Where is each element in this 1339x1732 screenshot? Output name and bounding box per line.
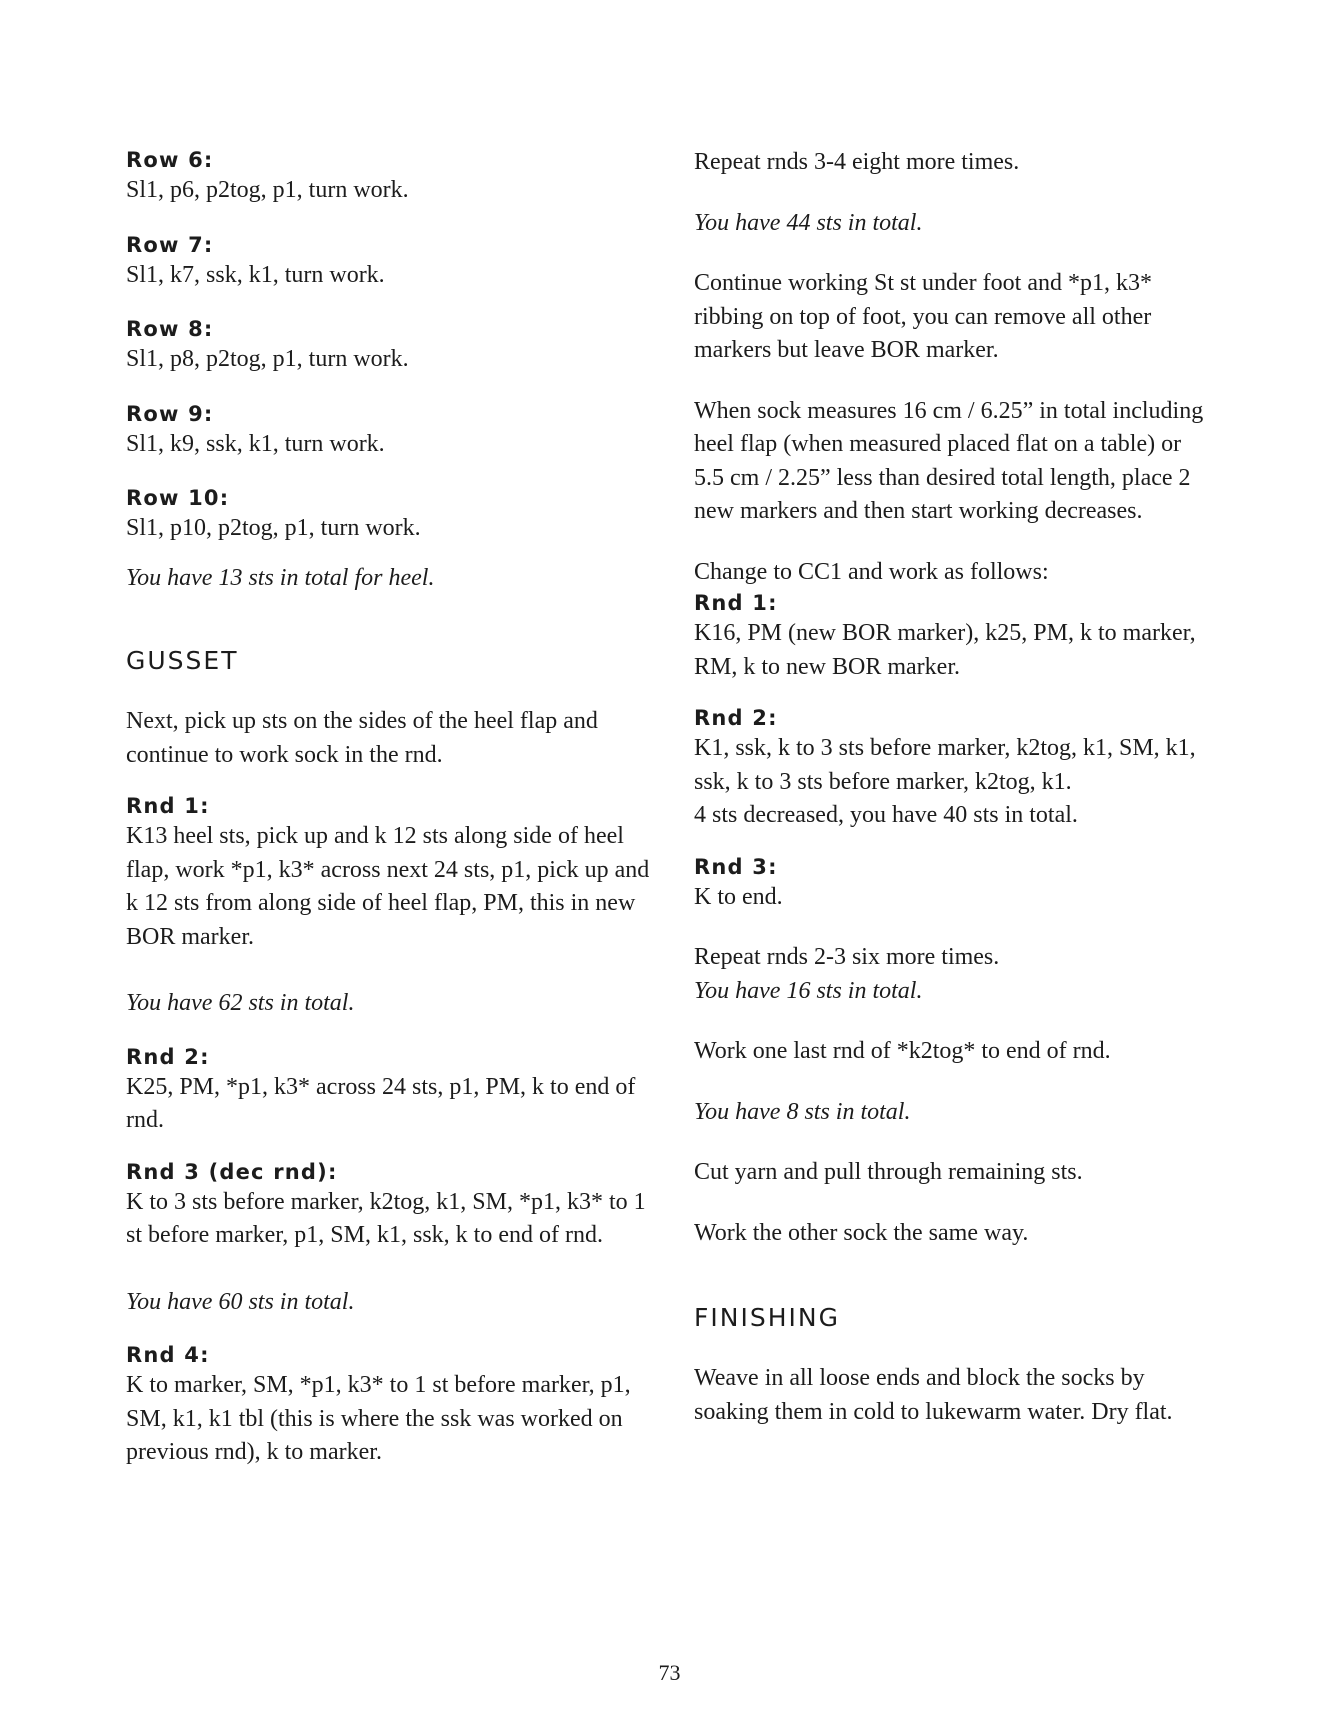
row-text: Sl1, p8, p2tog, p1, turn work. xyxy=(126,346,409,372)
rnd-text: K to 3 sts before marker, k2tog, k1, SM, *p1, k3* to 1 st before marker, p1, SM, k1, ssk, k to end of rnd. xyxy=(126,1188,646,1248)
row-label: Row 6: xyxy=(126,148,214,172)
rnd-text: K to marker, SM, *p1, k3* to 1 st before marker, p1, SM, k1, k1 tbl (this is where the ssk was worked on previous rnd), k to marker. xyxy=(126,1372,631,1465)
gusset-rnd-2 xyxy=(126,1043,656,1138)
rnd-note: 4 sts decreased, you have 40 sts in total. xyxy=(694,802,1078,828)
total-62-note: You have 62 sts in total. xyxy=(126,990,355,1016)
cut-yarn-instruction: Cut yarn and pull through remaining sts. xyxy=(694,1159,1083,1185)
last-rnd-instruction: Work one last rnd of *k2tog* to end of rnd. xyxy=(694,1038,1111,1064)
row-8-instruction xyxy=(126,315,656,377)
page-number: 73 xyxy=(658,1660,681,1685)
other-sock-instruction: Work the other sock the same way. xyxy=(694,1219,1029,1246)
row-7-instruction xyxy=(126,231,656,293)
gusset-rnd-4 xyxy=(126,1341,656,1470)
repeat-rnds-2-3: Repeat rnds 2-3 six more times. xyxy=(694,944,1000,970)
decrease-rnd-2 xyxy=(694,704,1214,833)
finishing-text: Weave in all loose ends and block the socks by soaking them in cold to lukewarm water. Dry flat. xyxy=(694,1365,1173,1425)
rnd-text: K25, PM, *p1, k3* across 24 sts, p1, PM, k to end of rnd. xyxy=(126,1073,636,1133)
continue-instruction: Continue working St st under foot and *p1, k3* ribbing on top of foot, you can remove all other markers but leave BOR marker. xyxy=(694,270,1152,363)
row-10-instruction xyxy=(126,484,656,546)
gusset-rnd-3 xyxy=(126,1158,656,1253)
gusset-intro: Next, pick up sts on the sides of the heel flap and continue to work sock in the rnd. xyxy=(126,708,598,768)
total-60-note: You have 60 sts in total. xyxy=(126,1288,355,1315)
row-label: Row 7: xyxy=(126,232,214,257)
row-label: Row 8: xyxy=(126,317,214,341)
total-16-note: You have 16 sts in total. xyxy=(694,977,923,1004)
total-8-note: You have 8 sts in total. xyxy=(694,1098,911,1125)
row-9-instruction xyxy=(126,400,656,462)
rnd-label: Rnd 1: xyxy=(126,794,210,818)
rnd-label: Rnd 2: xyxy=(126,1044,210,1069)
right-column xyxy=(694,146,1214,1429)
rnd-text: K16, PM (new BOR marker), k25, PM, k to marker, RM, k to new BOR marker. xyxy=(694,620,1196,680)
change-to-cc1: Change to CC1 and work as follows: xyxy=(694,558,1049,585)
row-text: Sl1, p6, p2tog, p1, turn work. xyxy=(126,177,409,203)
rnd-label: Rnd 3 (dec rnd): xyxy=(126,1159,338,1184)
row-text: Sl1, k7, ssk, k1, turn work. xyxy=(126,261,385,288)
row-label: Row 10: xyxy=(126,486,230,510)
gusset-heading: GUSSET xyxy=(126,646,239,675)
row-label: Row 9: xyxy=(126,401,214,426)
heel-total-note: You have 13 sts in total for heel. xyxy=(126,564,435,591)
gusset-rnd-1 xyxy=(126,792,656,954)
decrease-rnd-1 xyxy=(694,589,1214,684)
finishing-heading: FINISHING xyxy=(694,1303,840,1332)
rnd-text: K1, ssk, k to 3 sts before marker, k2tog, k1, SM, k1, ssk, k to 3 sts before marker, k2tog, k1. xyxy=(694,735,1196,795)
decrease-rnd-3 xyxy=(694,853,1214,915)
measure-instruction: When sock measures 16 cm / 6.25” in total including heel flap (when measured placed flat on a table) or 5.5 cm / 2.25” less than desired total length, place 2 new markers and then start working decreases. xyxy=(694,397,1204,524)
rnd-text: K to end. xyxy=(694,883,783,910)
row-6-instruction xyxy=(126,146,656,208)
rnd-text: K13 heel sts, pick up and k 12 sts along side of heel flap, work *p1, k3* across next 24 sts, p1, pick up and k 12 sts from along side of heel flap, PM, this in new BOR marker. xyxy=(126,823,650,950)
rnd-label: Rnd 3: xyxy=(694,854,778,879)
left-column xyxy=(126,146,656,1470)
row-text: Sl1, p10, p2tog, p1, turn work. xyxy=(126,515,421,541)
rnd-label: Rnd 1: xyxy=(694,591,778,615)
row-text: Sl1, k9, ssk, k1, turn work. xyxy=(126,430,385,457)
rnd-label: Rnd 4: xyxy=(126,1343,210,1367)
repeat-rnds-3-4: Repeat rnds 3-4 eight more times. xyxy=(694,149,1020,175)
total-44-note: You have 44 sts in total. xyxy=(694,209,923,236)
rnd-label: Rnd 2: xyxy=(694,706,778,730)
